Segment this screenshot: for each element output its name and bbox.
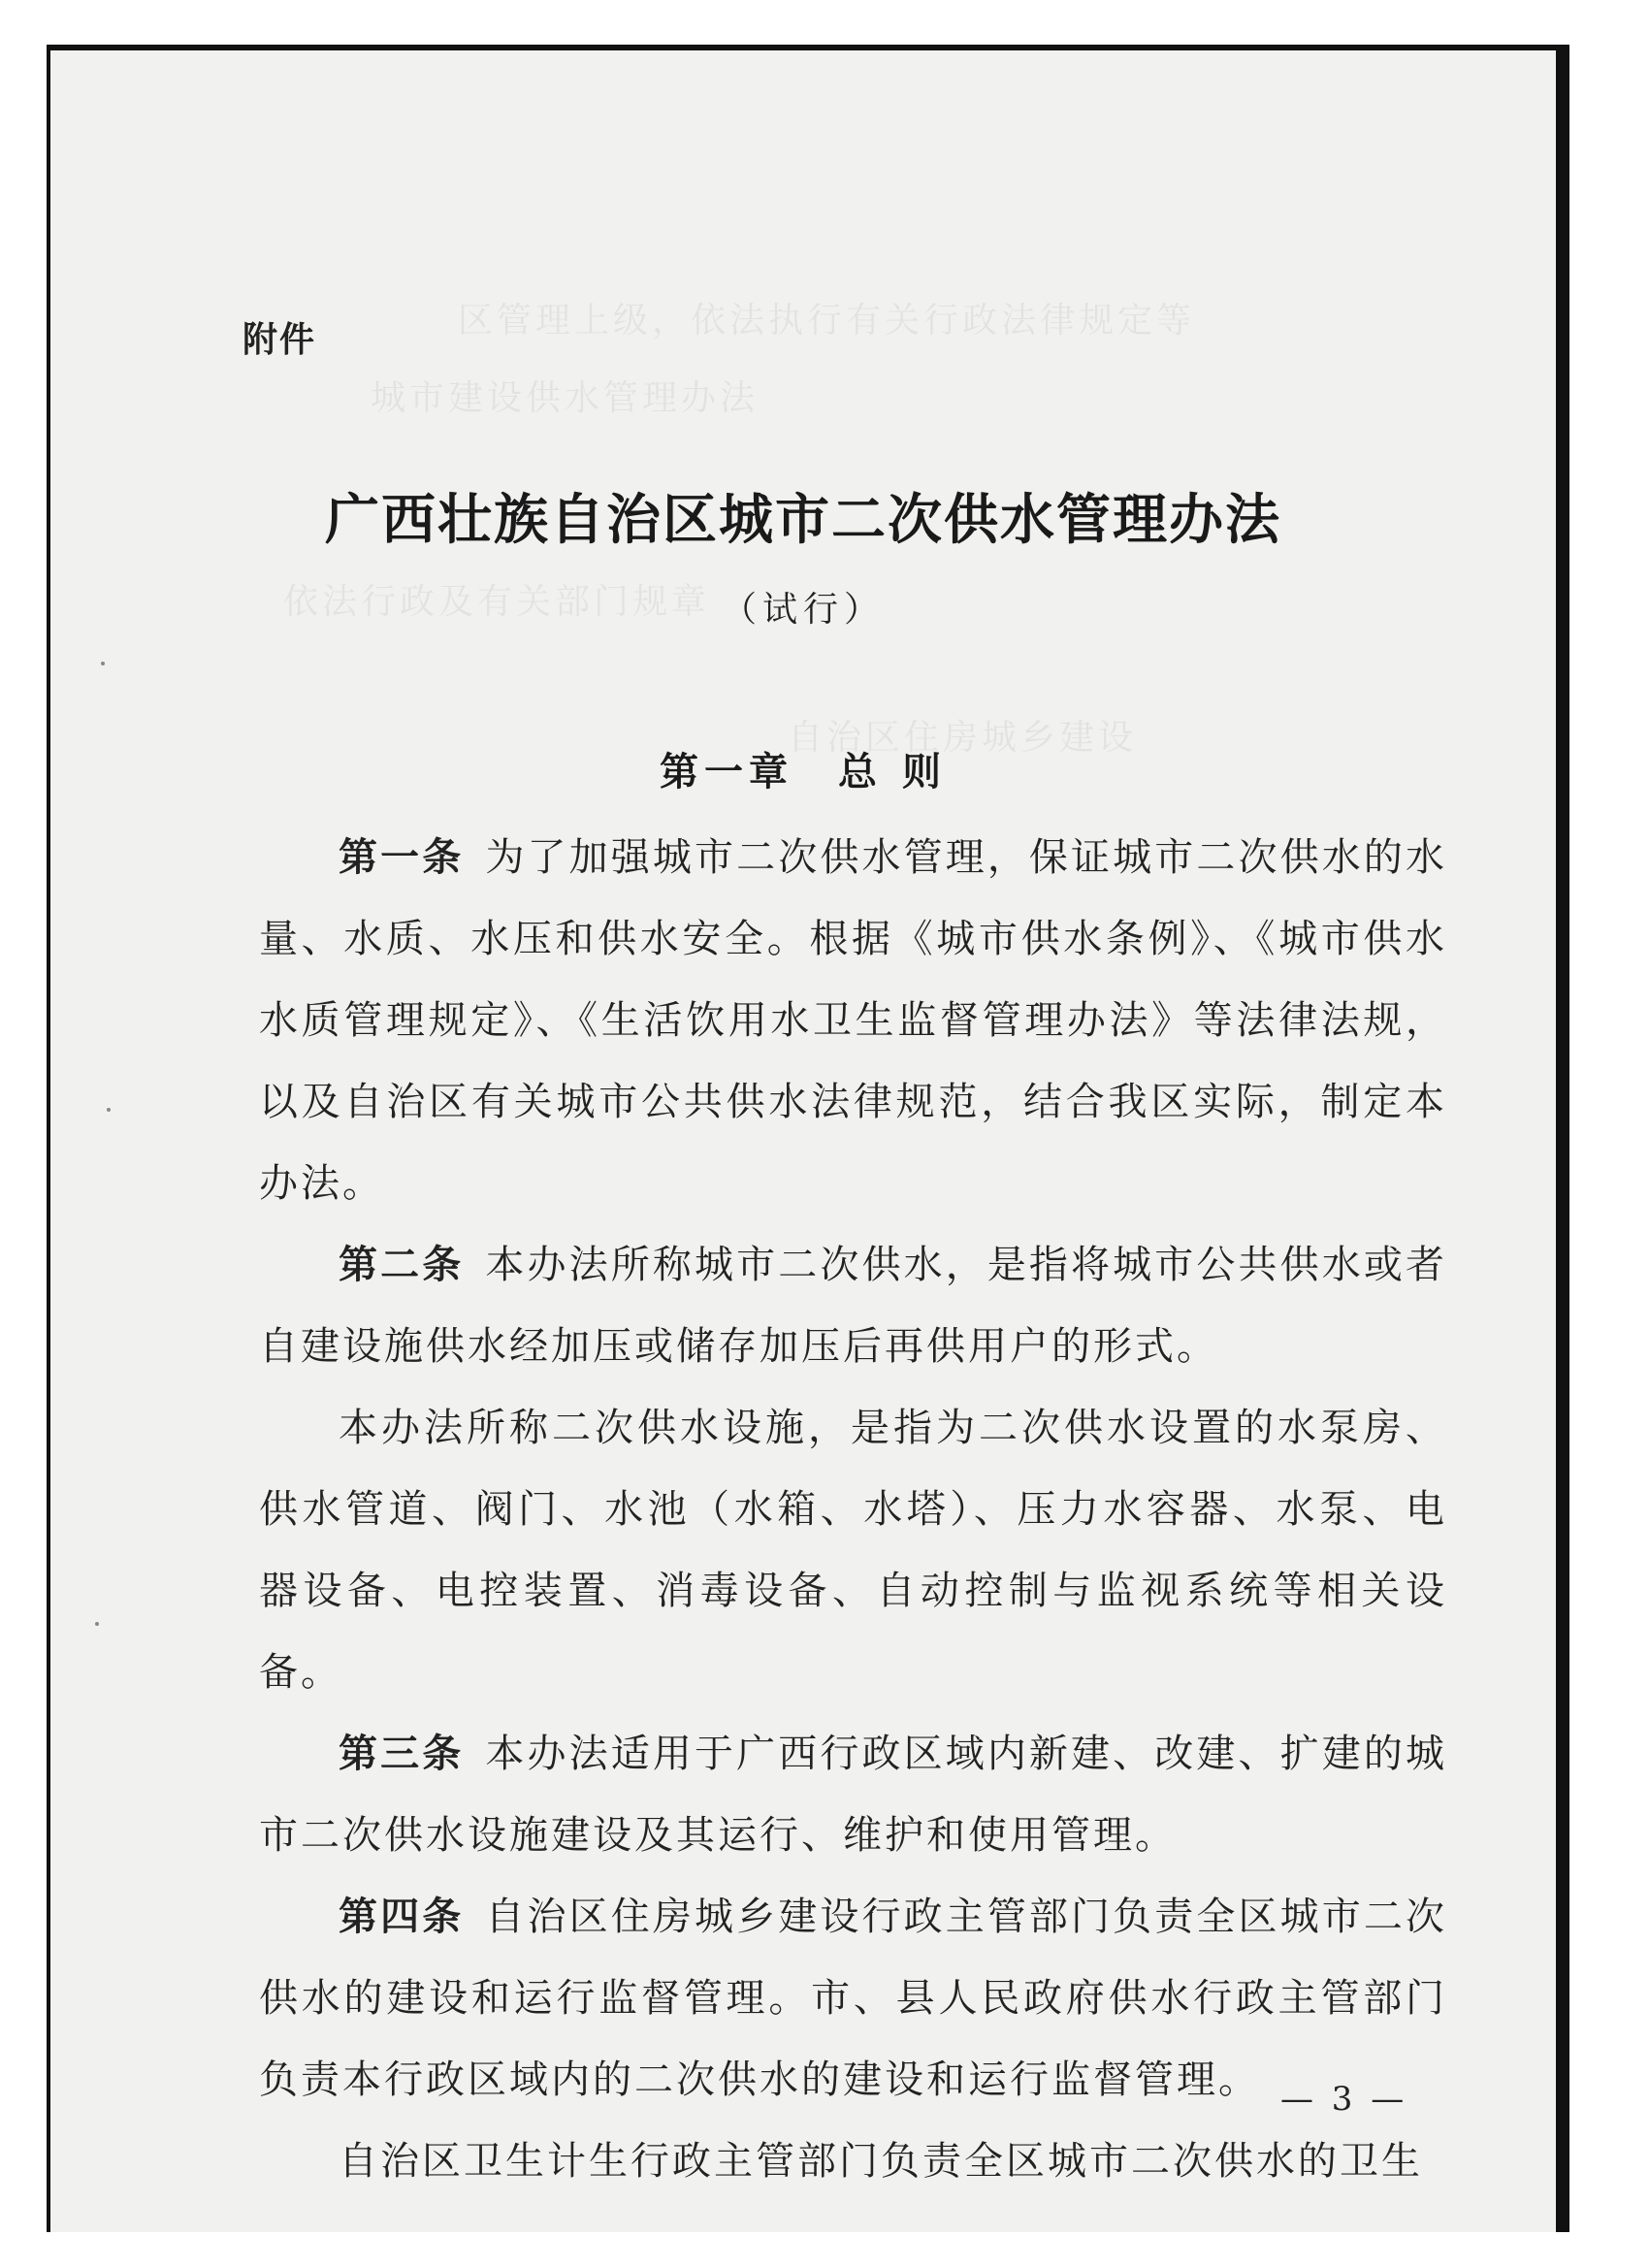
article-number: 第四条 [339, 1895, 465, 1939]
article-number: 第一条 [339, 835, 465, 880]
bleed-through-text: 自治区住房城乡建设 [788, 718, 1138, 758]
bleed-through-text: 依法行政及有关部门规章 [283, 582, 711, 622]
paragraph-text: 本办法所称城市二次供水，是指将城市公共供水或者自建设施供水经加压或储存加压后再供用户的形式。 [259, 1243, 1448, 1369]
paragraph-text: 自治区住房城乡建设行政主管部门负责全区城市二次供水的建设和运行监督管理。市、县人民政府供水行政主管部门负责本行政区域内的二次供水的建设和运行监督管理。 [259, 1895, 1448, 2102]
document-title: 广西壮族自治区城市二次供水管理办法 [325, 488, 1281, 552]
paragraph-article-2-continued [259, 1387, 1447, 1713]
bleed-through-text: 城市建设供水管理办法 [371, 378, 760, 418]
paragraph-text: 为了加强城市二次供水管理，保证城市二次供水的水量、水质、水压和供水安全。根据《城市供水条例》、《城市供水水质管理规定》、《生活饮用水卫生监督管理办法》等法律法规，以及自治区有关城市公共供水法律规范，结合我区实际，制定本办法。 [259, 835, 1448, 1206]
scan-speck [95, 1622, 99, 1626]
paragraph-article-4 [259, 1876, 1447, 2121]
paragraph-article-3 [259, 1713, 1447, 1876]
paragraph-article-4-continued [259, 2121, 1447, 2202]
article-number: 第三条 [339, 1732, 465, 1776]
paragraph-text: 本办法适用于广西行政区域内新建、改建、扩建的城市二次供水设施建设及其运行、维护和使用管理。 [259, 1732, 1448, 1858]
scan-speck [107, 1108, 111, 1112]
chapter-heading: 第一章 总 则 [660, 749, 947, 794]
paragraph-text: 自治区卫生计生行政主管部门负责全区城市二次供水的卫生 [339, 2139, 1423, 2184]
article-number: 第二条 [339, 1243, 465, 1287]
paragraph-text: 本办法所称二次供水设施，是指为二次供水设置的水泵房、供水管道、阀门、水池（水箱、水塔）、压力水容器、水泵、电器设备、电控装置、消毒设备、自动控制与监视系统等相关设备。 [259, 1406, 1447, 1695]
scan-speck [101, 662, 105, 665]
attachment-label: 附件 [242, 320, 317, 360]
bleed-through-text: 区管理上级，依法执行有关行政法律规定等 [458, 301, 1196, 340]
body-text [259, 817, 1447, 2202]
paragraph-article-1 [259, 817, 1447, 1224]
document-subtitle: （试行） [721, 590, 885, 630]
page-number: — 3 — [1280, 2080, 1408, 2119]
document-page [47, 45, 1569, 2232]
paragraph-article-2 [259, 1224, 1447, 1387]
